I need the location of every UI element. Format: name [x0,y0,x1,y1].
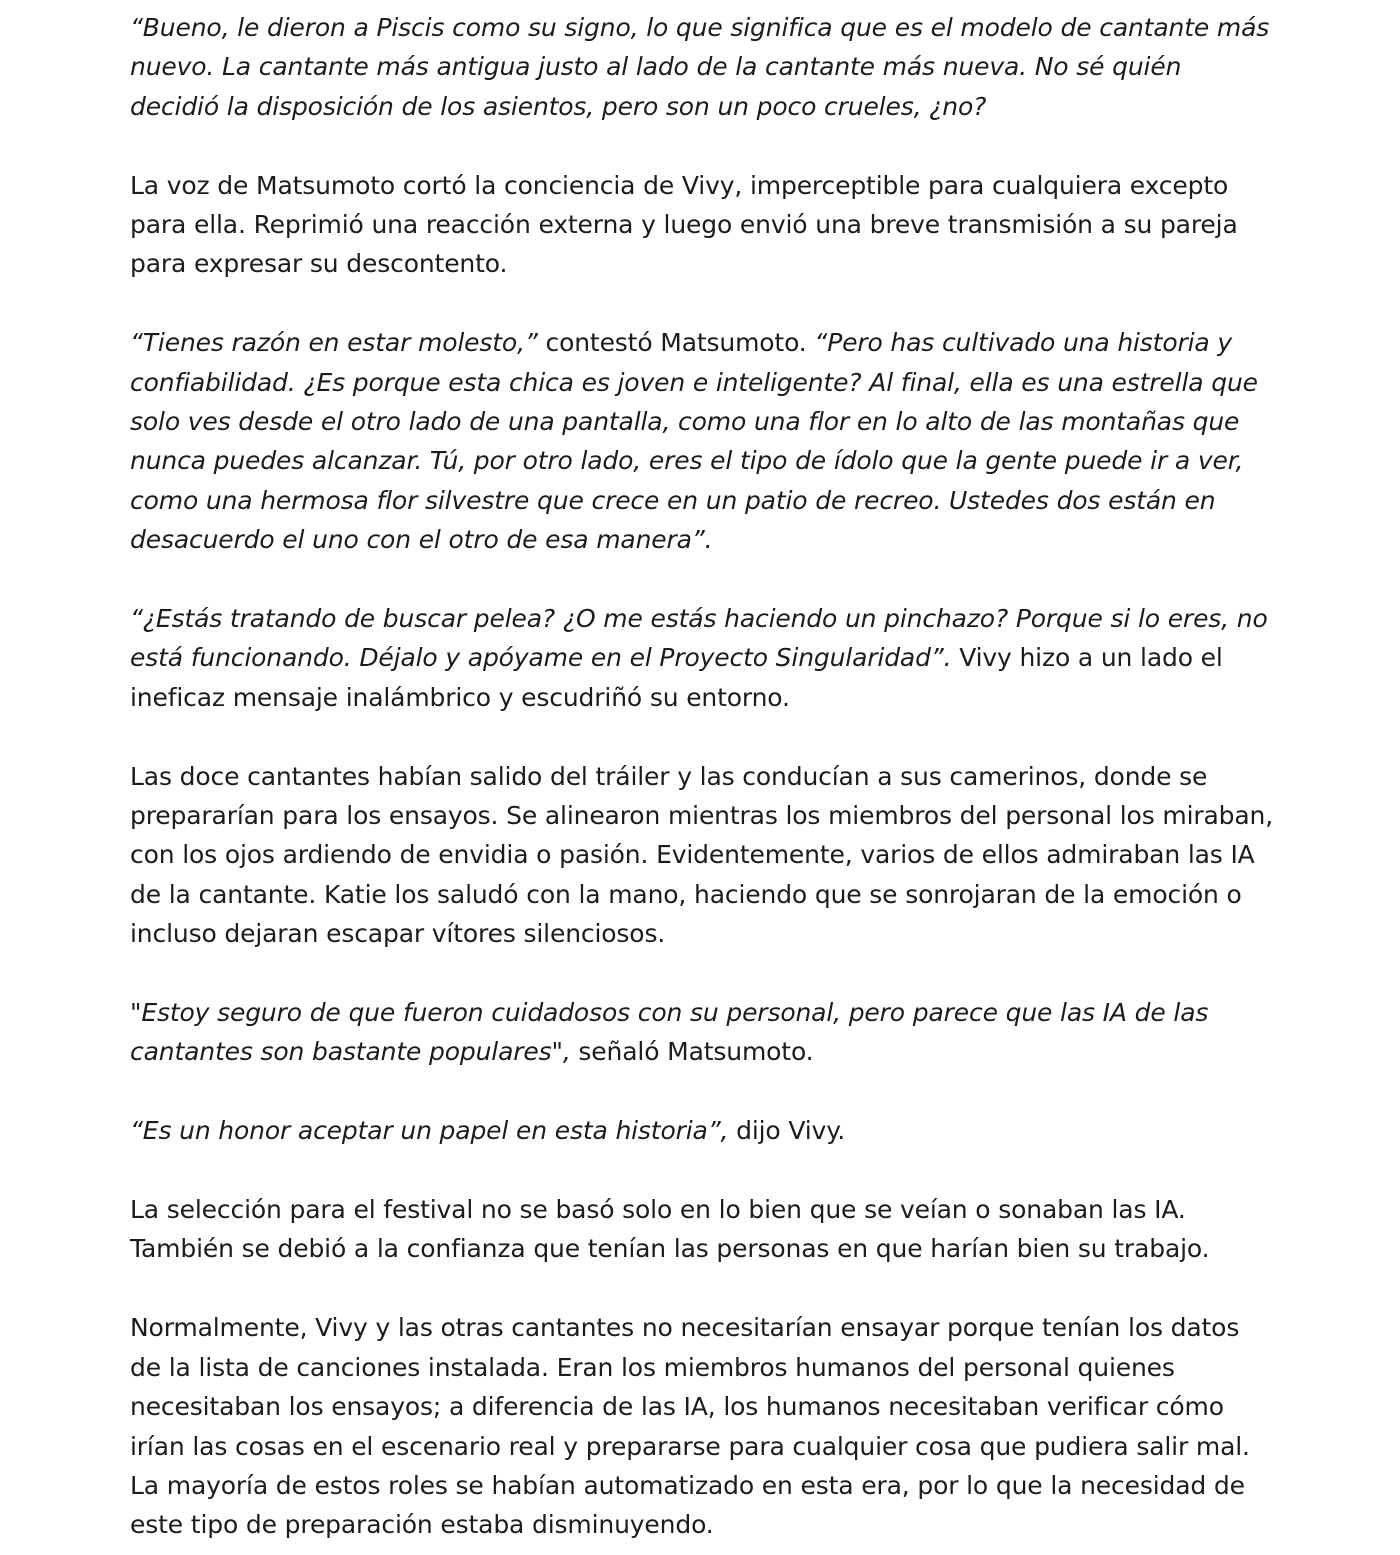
narration-text: Las doce cantantes habían salido del tráiler y las conducían a sus camerinos, donde se prepararían para los ensayos. Se alinearon mientras los miembros del personal los miraban, con los ojos ardiendo de envidia o pasión. Evidentemente, varios de ellos admiraban las IA de la cantante. Katie los saludó con la mano, haciendo que se sonrojaran de la emoción o incluso dejaran escapar vítores silenciosos. [130,761,1274,949]
narration-text: dijo Vivy. [728,1116,846,1146]
narration-text: Normalmente, Vivy y las otras cantantes no necesitarían ensayar porque tenían los datos de la lista de canciones instalada. Eran los miembros humanos del personal quienes necesitaban los ensayos; a diferencia de las IA, los humanos necesitaban verificar cómo irían las cosas en el escenario real y prepararse para cualquier cosa que pudiera salir mal. La mayoría de estos roles se habían automatizado en esta era, por lo que la necesidad de este tipo de preparación estaba disminuyendo. [130,1313,1250,1540]
paragraph-4 [130,599,1275,717]
narration-text: contestó Matsumoto. [537,328,815,358]
paragraph-8 [130,1190,1275,1269]
dialogue-text: "Estoy seguro de que fueron cuidadosos con su personal, pero parece que las IA de las cantantes son bastante populares", [130,998,1209,1067]
paragraph-1 [130,8,1275,126]
paragraph-7 [130,1111,1275,1150]
narration-text: señaló Matsumoto. [570,1037,814,1067]
dialogue-text: “Tienes razón en estar molesto,” [130,328,538,358]
dialogue-text: “Pero has cultivado una historia y confiabilidad. ¿Es porque esta chica es joven e inteligente? Al final, ella es una estrella que solo ves desde el otro lado de una pantalla, como una flor en lo alto de las montañas que nunca puedes alcanzar. Tú, por otro lado, eres el tipo de ídolo que la gente puede ir a ver, como una hermosa flor silvestre que crece en un patio de recreo. Ustedes dos están en desacuerdo el uno con el otro de esa manera”. [130,328,1258,555]
dialogue-text: “Bueno, le dieron a Piscis como su signo, lo que significa que es el modelo de cantante más nuevo. La cantante más antigua justo al lado de la cantante más nueva. No sé quién decidió la disposición de los asientos, pero son un poco crueles, ¿no? [130,13,1270,121]
dialogue-text: “¿Estás tratando de buscar pelea? ¿O me estás haciendo un pinchazo? Porque si lo eres, no está funcionando. Déjalo y apóyame en el Proyecto Singularidad”. [130,604,1268,673]
narration-text: La selección para el festival no se basó solo en lo bien que se veían o sonaban las IA. También se debió a la confianza que tenían las personas en que harían bien su trabajo. [130,1195,1210,1264]
paragraph-2 [130,166,1275,284]
dialogue-text: “Es un honor aceptar un papel en esta historia”, [130,1116,729,1146]
paragraph-5 [130,757,1275,954]
paragraph-3 [130,323,1275,559]
paragraph-9 [130,1308,1275,1544]
narration-text: La voz de Matsumoto cortó la conciencia de Vivy, imperceptible para cualquiera excepto para ella. Reprimió una reacción externa y luego envió una breve transmisión a su pareja para expresar su descontento. [130,170,1238,279]
paragraph-6 [130,993,1275,1072]
narration-text: Vivy hizo a un lado el ineficaz mensaje inalámbrico y escudriñó su entorno. [130,643,1223,712]
document-page [130,8,1275,1545]
